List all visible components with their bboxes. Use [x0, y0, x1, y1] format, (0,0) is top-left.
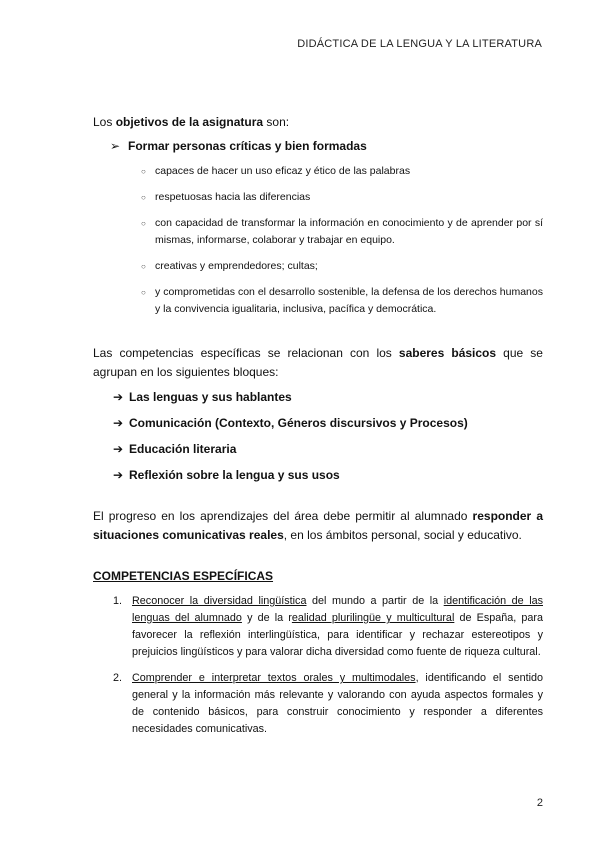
running-header: DIDÁCTICA DE LA LENGUA Y LA LITERATURA: [297, 38, 542, 50]
list-item: ➔ Reflexión sobre la lengua y sus usos: [113, 468, 340, 482]
arrow-icon: ➔: [113, 390, 124, 404]
competencias-list: [113, 593, 543, 738]
arrow-icon: ➔: [113, 442, 124, 456]
list-item: ○ con capacidad de transformar la información en conocimiento y de aprender por sí mismas, informarse, colaborar y trabajar en equipo.: [141, 215, 543, 249]
list-item: ➔ Comunicación (Contexto, Géneros discursivos y Procesos): [113, 416, 468, 430]
goal-item: ➢ Formar personas críticas y bien formadas: [110, 139, 367, 153]
page-content: [93, 113, 543, 747]
saberes-paragraph: Las competencias específicas se relacionan con los saberes básicos que se agrupan en los siguientes bloques:: [93, 346, 543, 379]
list-item: ○ respetuosas hacia las diferencias: [141, 189, 543, 206]
blocks-list: [113, 390, 543, 482]
arrow-icon: ➔: [113, 416, 124, 430]
page-number: 2: [536, 797, 543, 809]
arrow-bullet-icon: ➢: [110, 139, 121, 153]
objectives-intro: Los objetivos de la asignatura son:: [93, 115, 290, 129]
section-title: COMPETENCIAS ESPECÍFICAS: [93, 569, 274, 583]
list-item: ○ capaces de hacer un uso eficaz y ético de las palabras: [141, 163, 543, 180]
list-item: ○ y comprometidas con el desarrollo sostenible, la defensa de los derechos humanos y la convivencia igualitaria, inclusiva, pacífica y democrática.: [141, 284, 543, 318]
competencia-2: 2. Comprender e interpretar textos orales y multimodales, identificando el sentido general y la información más relevante y valorando con ayuda aspectos formales y de contenido básicos, para construir conocimiento y responder a diferentes necesidades comunicativas.: [113, 672, 543, 735]
list-item: ➔ Educación literaria: [113, 442, 237, 456]
competencia-1: 1. Reconocer la diversidad lingüística del mundo a partir de la identificación de las lenguas del alumnado y de la realidad plurilingüe y multicultural de España, para favorecer la reflexión interlingüística, para identificar y rechazar estereotipos y prejuicios lingüísticos y para valorar dicha diversidad como fuente de riqueza cultural.: [113, 595, 543, 658]
progress-paragraph: El progreso en los aprendizajes del área debe permitir al alumnado responder a situaciones comunicativas reales, en los ámbitos personal, social y educativo.: [93, 509, 543, 542]
arrow-icon: ➔: [113, 468, 124, 482]
list-item: ➔ Las lenguas y sus hablantes: [113, 390, 292, 404]
traits-list: [141, 163, 543, 318]
list-item: ○ creativas y emprendedores; cultas;: [141, 258, 543, 275]
